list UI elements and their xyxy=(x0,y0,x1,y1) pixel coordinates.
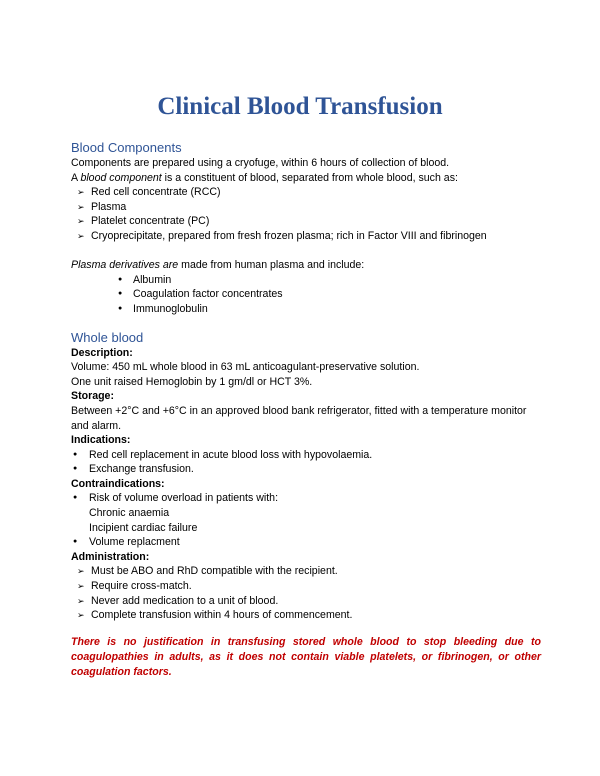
storage-text: Between +2°C and +6°C in an approved blood bank refrigerator, fitted with a temperature monitor and alarm. xyxy=(71,404,527,432)
description-line: One unit raised Hemoglobin by 1 gm/dl or HCT 3%. xyxy=(71,375,313,388)
description-label: Description: xyxy=(71,346,133,359)
list-item: ➢ Platelet concentrate (PC) xyxy=(71,214,541,229)
list-item: ● Albumin xyxy=(71,273,541,288)
list-item: ➢ Require cross-match. xyxy=(71,579,541,594)
warning-note: There is no justification in transfusing stored whole blood to stop bleeding due to coagulopathies in adults, as it does not contain viable platelets, or fibrinogen, or other coagulation factors. xyxy=(71,635,541,678)
list-item: ● Exchange transfusion. xyxy=(71,462,541,477)
list-item: ● Immunoglobulin xyxy=(71,302,541,317)
list-item: ➢ Red cell concentrate (RCC) xyxy=(71,185,541,200)
list-item: ● Red cell replacement in acute blood loss with hypovolaemia. xyxy=(71,448,541,463)
list-item: ➢ Complete transfusion within 4 hours of commencement. xyxy=(71,608,541,623)
list-item: ➢ Plasma xyxy=(71,200,541,215)
components-list xyxy=(71,185,541,243)
contraindications-list xyxy=(71,491,541,506)
storage-label: Storage: xyxy=(71,390,114,403)
plasma-derivatives-intro: Plasma derivatives are made from human plasma and include: xyxy=(71,259,365,272)
document-body xyxy=(71,139,541,680)
administration-list xyxy=(71,564,541,622)
administration-label: Administration: xyxy=(71,550,150,563)
component-definition: A blood component is a constituent of blood, separated from whole blood, such as: xyxy=(71,171,458,184)
list-item: ● Coagulation factor concentrates xyxy=(71,287,541,302)
blood-component-term: blood component xyxy=(80,171,162,184)
description-line: Volume: 450 mL whole blood in 63 mL anticoagulant-preservative solution. xyxy=(71,361,420,374)
whole-blood-heading: Whole blood xyxy=(71,329,144,345)
contraindication-sub-item: Incipient cardiac failure xyxy=(89,521,198,534)
page-title: Clinical Blood Transfusion xyxy=(157,93,443,120)
contraindication-sub-item: Chronic anaemia xyxy=(89,507,170,520)
list-item: ● Volume replacment xyxy=(71,535,541,550)
list-item: ● Risk of volume overload in patients with: xyxy=(71,491,541,506)
list-item: ➢ Cryoprecipitate, prepared from fresh frozen plasma; rich in Factor VIII and fibrinogen xyxy=(71,229,541,244)
blood-components-heading: Blood Components xyxy=(71,140,182,155)
indications-list xyxy=(71,448,541,477)
indications-label: Indications: xyxy=(71,434,131,447)
list-item: ➢ Never add medication to a unit of blood. xyxy=(71,594,541,609)
contraindications-label: Contraindications: xyxy=(71,477,165,490)
components-intro: Components are prepared using a cryofuge, within 6 hours of collection of blood. xyxy=(71,157,450,169)
list-item: ➢ Must be ABO and RhD compatible with the recipient. xyxy=(71,564,541,579)
plasma-derivatives-term: Plasma derivatives are xyxy=(71,259,179,272)
derivatives-list xyxy=(71,273,541,317)
